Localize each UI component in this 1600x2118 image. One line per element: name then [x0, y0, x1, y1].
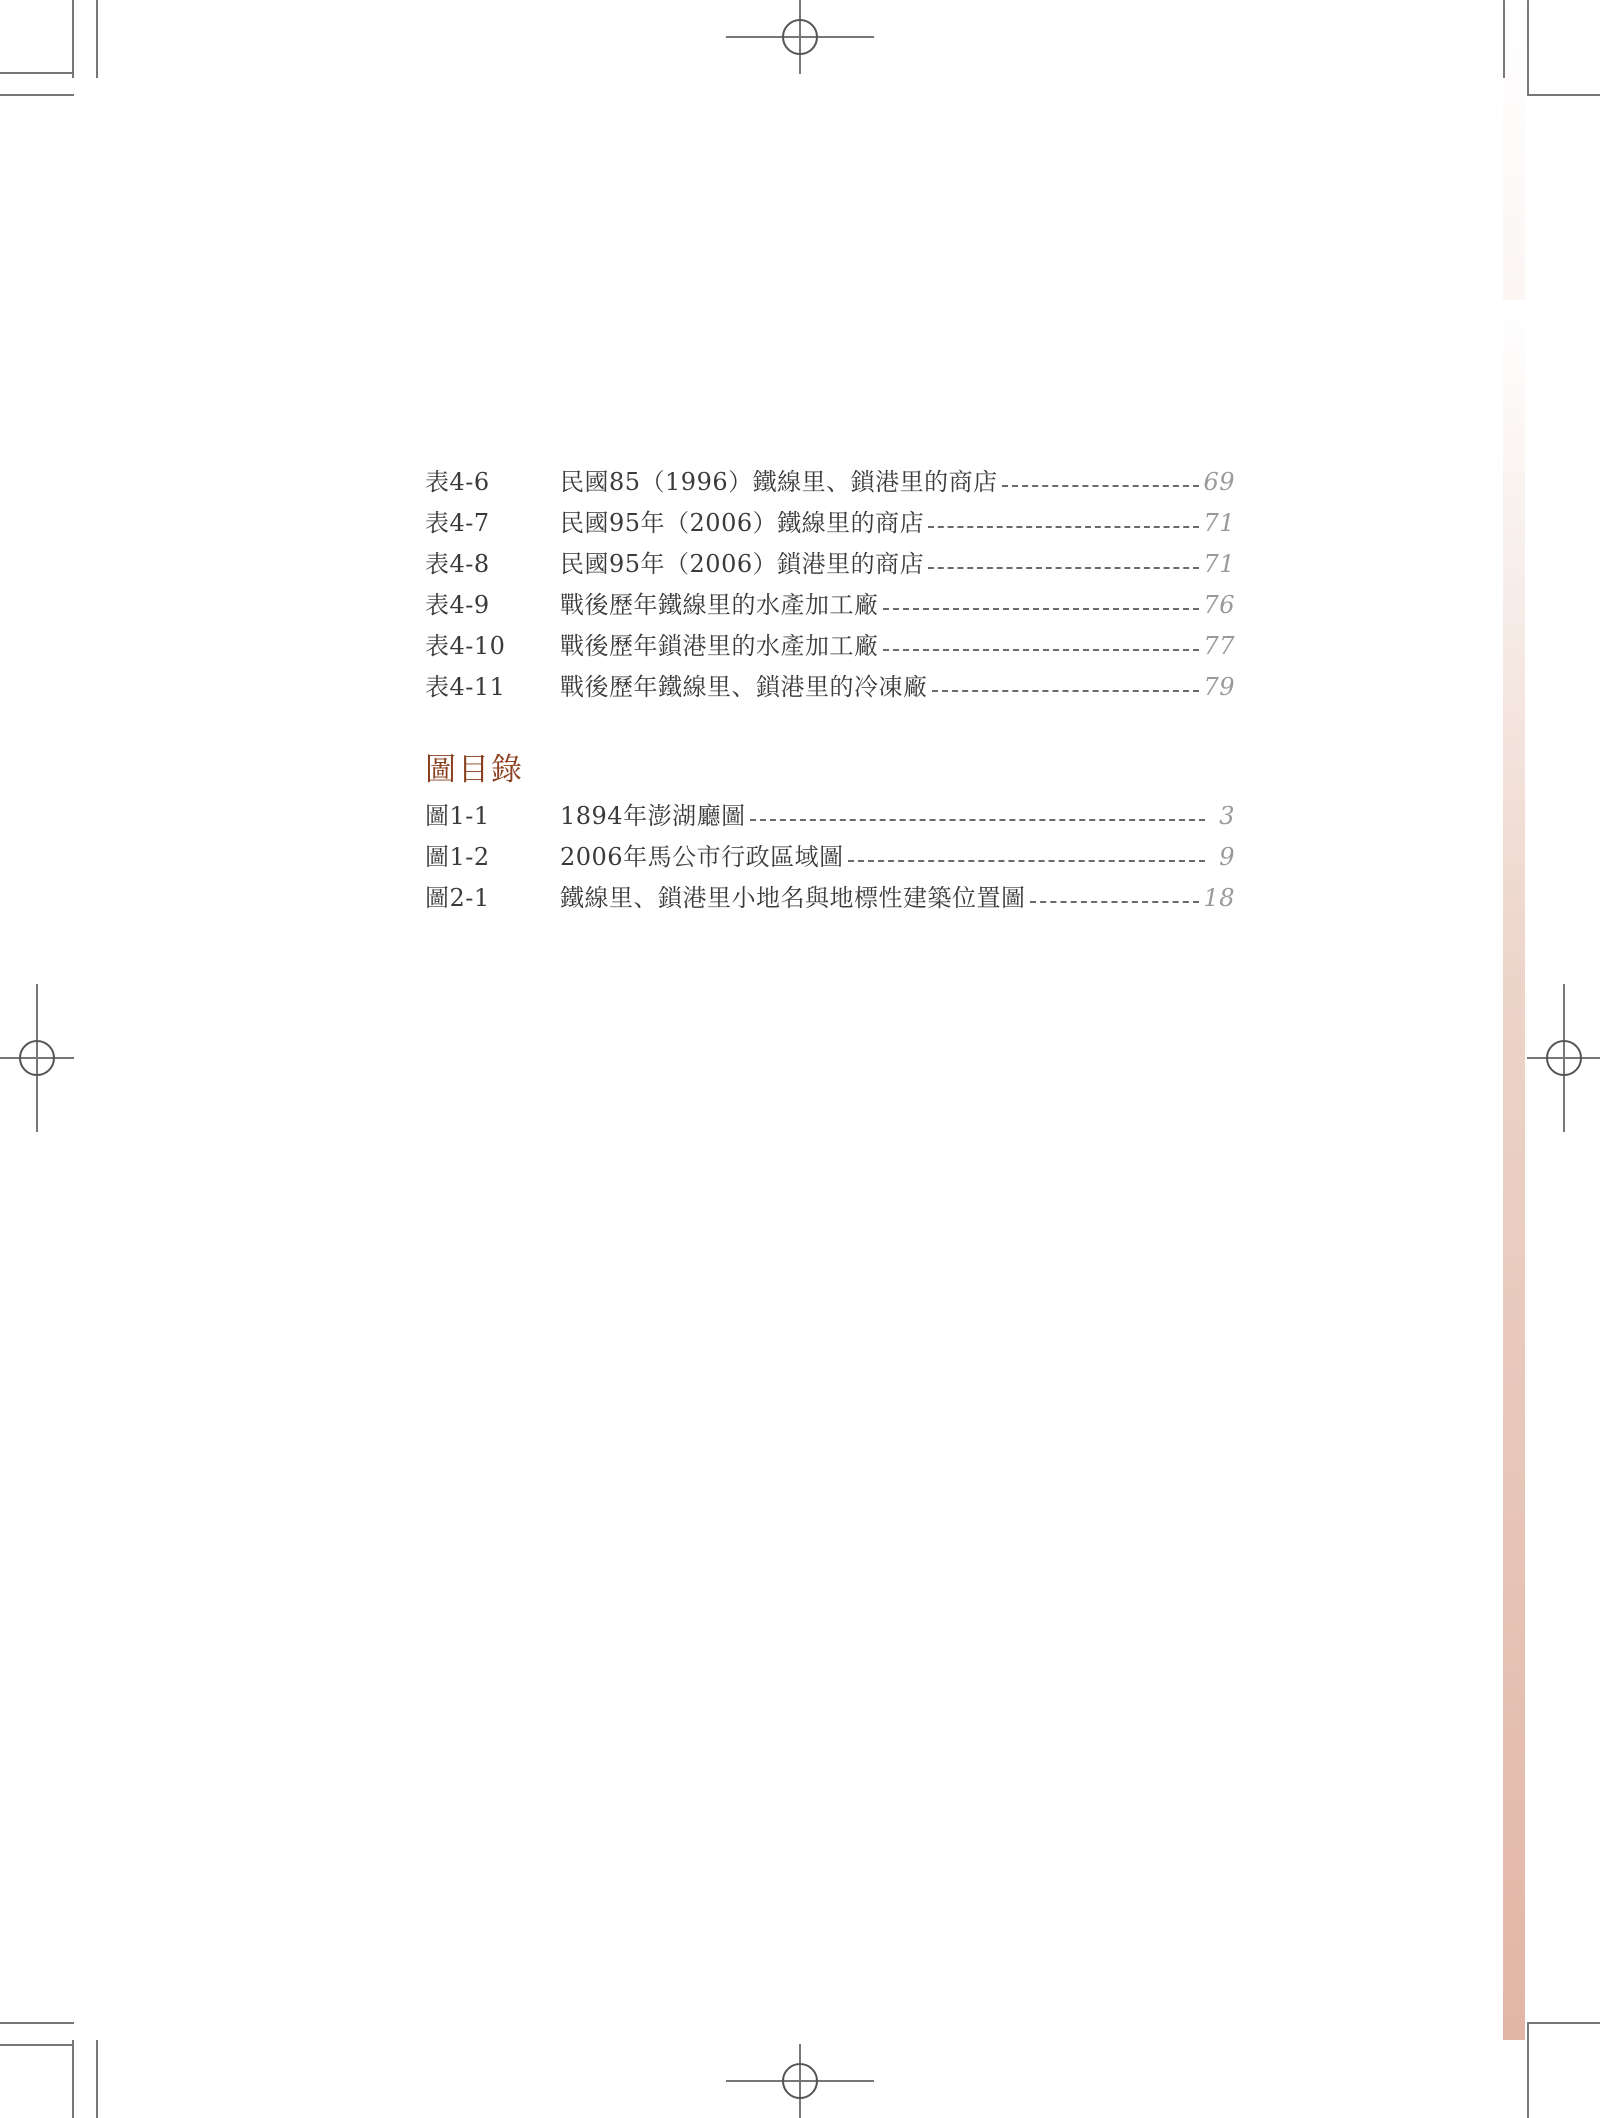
leader-dashes	[883, 649, 1200, 651]
crop-mark	[96, 0, 98, 78]
table-of-contents	[425, 462, 1235, 919]
entry-number: 表4-10	[425, 632, 506, 660]
crop-mark	[72, 2040, 74, 2118]
toc-entry[interactable]	[425, 878, 1235, 919]
entry-title: 民國85（1996）鐵線里、鎖港里的商店	[560, 468, 998, 496]
entry-number: 表4-7	[425, 509, 490, 537]
entry-title: 戰後歷年鐵線里的水產加工廠	[560, 591, 879, 619]
entry-page: 3	[1219, 802, 1235, 830]
entry-title: 戰後歷年鎖港里的水產加工廠	[560, 632, 879, 660]
crop-mark	[1527, 0, 1529, 96]
crop-mark	[0, 72, 74, 74]
registration-mark-icon	[782, 2063, 818, 2099]
entry-number: 圖1-2	[425, 843, 490, 871]
entry-title: 2006年馬公市行政區域圖	[560, 843, 844, 871]
registration-mark-icon	[1546, 1040, 1582, 1076]
entry-title: 戰後歷年鐵線里、鎖港里的冷凍廠	[560, 673, 928, 701]
entry-page: 77	[1203, 632, 1235, 660]
entry-page: 71	[1203, 550, 1235, 578]
toc-entry[interactable]	[425, 667, 1235, 708]
entry-number: 表4-9	[425, 591, 490, 619]
figures-list	[425, 796, 1235, 919]
crop-mark	[96, 2040, 98, 2118]
entry-page: 79	[1203, 673, 1235, 701]
crop-mark	[1527, 2022, 1529, 2118]
figures-heading: 圖目錄	[425, 752, 524, 788]
entry-number: 圖1-1	[425, 802, 490, 830]
tables-list	[425, 462, 1235, 708]
entry-number: 圖2-1	[425, 884, 490, 912]
crop-mark	[0, 2044, 74, 2046]
toc-entry[interactable]	[425, 503, 1235, 544]
entry-page: 69	[1203, 468, 1235, 496]
toc-entry[interactable]	[425, 837, 1235, 878]
entry-title: 1894年澎湖廳圖	[560, 802, 746, 830]
crop-mark	[1527, 94, 1600, 96]
leader-dashes	[1030, 901, 1200, 903]
leader-dashes	[932, 690, 1200, 692]
crop-mark	[0, 2022, 74, 2024]
entry-number: 表4-8	[425, 550, 490, 578]
toc-entry[interactable]	[425, 796, 1235, 837]
leader-dashes	[1002, 485, 1200, 487]
registration-mark-icon	[782, 19, 818, 55]
entry-title: 民國95年（2006）鎖港里的商店	[560, 550, 925, 578]
toc-entry[interactable]	[425, 585, 1235, 626]
entry-page: 76	[1203, 591, 1235, 619]
entry-page: 71	[1203, 509, 1235, 537]
leader-dashes	[883, 608, 1200, 610]
leader-dashes	[750, 819, 1205, 821]
side-band-top	[1503, 0, 1525, 300]
entry-title: 鐵線里、鎖港里小地名與地標性建築位置圖	[560, 884, 1026, 912]
entry-page: 18	[1203, 884, 1235, 912]
entry-page: 9	[1219, 843, 1235, 871]
entry-number: 表4-11	[425, 673, 506, 701]
crop-mark	[0, 94, 74, 96]
registration-mark-icon	[19, 1040, 55, 1076]
entry-number: 表4-6	[425, 468, 490, 496]
crop-mark	[1503, 0, 1505, 78]
leader-dashes	[928, 526, 1199, 528]
entry-title: 民國95年（2006）鐵線里的商店	[560, 509, 925, 537]
leader-dashes	[928, 567, 1199, 569]
toc-entry[interactable]	[425, 626, 1235, 667]
side-color-band	[1503, 300, 1525, 2040]
crop-mark	[72, 0, 74, 78]
toc-entry[interactable]	[425, 462, 1235, 503]
leader-dashes	[848, 860, 1205, 862]
crop-mark	[1527, 2022, 1600, 2024]
toc-entry[interactable]	[425, 544, 1235, 585]
